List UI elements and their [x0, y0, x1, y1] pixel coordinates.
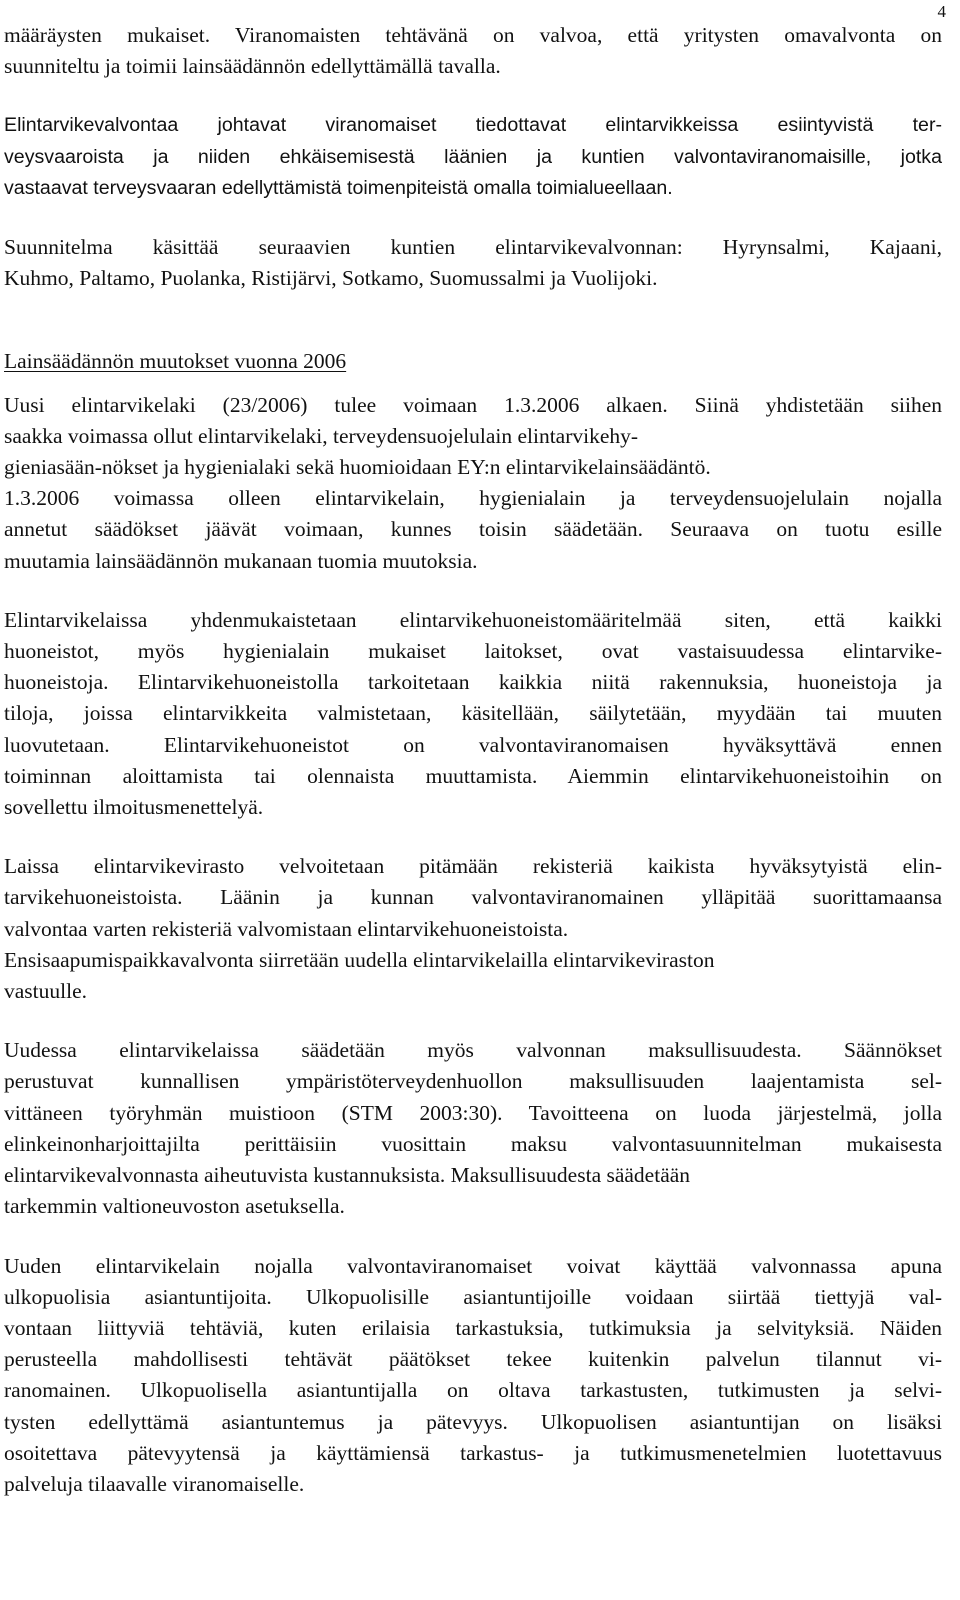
text-line: tarkemmin valtioneuvoston asetuksella. — [4, 1194, 345, 1219]
page-number: 4 — [937, 2, 946, 21]
paragraph-7 — [4, 1035, 942, 1222]
text-line: Uudessa elintarvikelaissa säädetään myös valvonnan maksullisuudesta. Säännökset — [4, 1038, 942, 1063]
text-line: luovutetaan. Elintarvikehuoneistot on valvontaviranomaisen hyväksyttävä ennen — [4, 732, 942, 757]
section-heading — [4, 346, 942, 377]
text-line: määräysten mukaiset. Viranomaisten tehtävänä on valvoa, että yritysten omavalvonta on — [4, 23, 942, 47]
text-line: perustuvat kunnallisen ympäristöterveydenhuollon maksullisuuden laajentamista sel- — [4, 1069, 942, 1094]
text-line: tarvikehuoneistoista. Läänin ja kunnan valvontaviranomainen ylläpitää suorittamaansa — [4, 885, 942, 910]
text-line: vastuulle. — [4, 979, 87, 1004]
document-body — [4, 20, 942, 1528]
text-line: osoitettava pätevyytensä ja käyttämiensä tarkastus- ja tutkimusmenetelmien luotettavuus — [4, 1440, 942, 1465]
paragraph-2 — [4, 110, 942, 204]
text-line: huoneistot, myös hygienialain mukaiset laitokset, ovat vastaisuudessa elintarvike- — [4, 639, 942, 664]
section-heading-text: Lainsäädännön muutokset vuonna 2006 — [4, 349, 347, 374]
text-line: tysten edellyttämä asiantuntemus ja pätevyys. Ulkopuolisen asiantuntijan on lisäksi — [4, 1409, 942, 1434]
text-line: toiminnan aloittamista tai olennaista muuttamista. Aiemmin elintarvikehuoneistoihin on — [4, 763, 942, 788]
text-line: Elintarvikevalvontaa johtavat viranomaiset tiedottavat elintarvikkeissa esiintyvistä ter- — [4, 114, 942, 137]
text-line: suunniteltu ja toimii lainsäädännön edellyttämällä tavalla. — [4, 54, 501, 79]
paragraph-1 — [4, 20, 942, 82]
text-line: saakka voimassa ollut elintarvikelaki, terveydensuojelulain elintarvikehy- — [4, 423, 639, 448]
text-line: ulkopuolisia asiantuntijoita. Ulkopuolisille asiantuntijoille voidaan siirtää tiettyjä val- — [4, 1284, 942, 1309]
text-line: 1.3.2006 voimassa olleen elintarvikelain, hygienialain ja terveydensuojelulain nojalla — [4, 486, 942, 511]
text-line: Elintarvikelaissa yhdenmukaistetaan elintarvikehuoneistomääritelmää siten, että kaikki — [4, 607, 942, 632]
text-line: valvontaa varten rekisteriä valvomistaan elintarvikehuoneistoista. — [4, 916, 569, 941]
text-line: vittäneen työryhmän muistioon (STM 2003:30). Tavoitteena on luoda järjestelmä, jolla — [4, 1100, 942, 1125]
text-line: sovellettu ilmoitusmenettelyä. — [4, 795, 264, 820]
text-line: perusteella mahdollisesti tehtävät päätökset tekee kuitenkin palvelun tilannut vi- — [4, 1347, 942, 1372]
text-line: Ensisaapumispaikkavalvonta siirretään uudella elintarvikelailla elintarvikeviraston — [4, 947, 715, 972]
text-line: muutamia lainsäädännön mukanaan tuomia muutoksia. — [4, 548, 478, 573]
text-line: vontaan liittyviä tehtäviä, kuten erilaisia tarkastuksia, tutkimuksia ja selvityksiä. Näiden — [4, 1315, 942, 1340]
text-line: veysvaaroista ja niiden ehkäisemisestä läänien ja kuntien valvontaviranomaisille, jotka — [4, 145, 942, 168]
text-line: Suunnitelma käsittää seuraavien kuntien elintarvikevalvonnan: Hyrynsalmi, Kajaani, — [4, 235, 942, 260]
text-line: huoneistoja. Elintarvikehuoneistolla tarkoitetaan kaikkia niitä rakennuksia, huoneistoja ja — [4, 670, 942, 695]
text-line: gieniasään-nökset ja hygienialaki sekä huomioidaan EY:n elintarvikelainsäädäntö. — [4, 455, 711, 480]
text-line: Uusi elintarvikelaki (23/2006) tulee voimaan 1.3.2006 alkaen. Siinä yhdistetään siihen — [4, 392, 942, 417]
text-line: annetut säädökset jäävät voimaan, kunnes toisin säädetään. Seuraava on tuotu esille — [4, 517, 942, 542]
text-line: ranomainen. Ulkopuolisella asiantuntijalla on oltava tarkastusten, tutkimusten ja selvi- — [4, 1378, 942, 1403]
text-line: elinkeinonharjoittajilta perittäisiin vuosittain maksu valvontasuunnitelman mukaisesta — [4, 1131, 942, 1156]
paragraph-5 — [4, 605, 942, 823]
text-line: Uuden elintarvikelain nojalla valvontaviranomaiset voivat käyttää valvonnassa apuna — [4, 1253, 942, 1278]
text-line: Kuhmo, Paltamo, Puolanka, Ristijärvi, Sotkamo, Suomussalmi ja Vuolijoki. — [4, 266, 658, 291]
text-line: vastaavat terveysvaaran edellyttämistä toimenpiteistä omalla toimialueellaan. — [4, 176, 673, 199]
text-line: Laissa elintarvikevirasto velvoitetaan pitämään rekisteriä kaikista hyväksytyistä elin- — [4, 854, 942, 879]
text-line: tiloja, joissa elintarvikkeita valmistetaan, käsitellään, säilytetään, myydään tai muuten — [4, 701, 942, 726]
text-line: palveluja tilaavalle viranomaiselle. — [4, 1471, 305, 1496]
paragraph-4 — [4, 390, 942, 577]
text-line: elintarvikevalvonnasta aiheutuvista kustannuksista. Maksullisuudesta säädetään — [4, 1163, 691, 1188]
paragraph-3 — [4, 232, 942, 294]
paragraph-6 — [4, 851, 942, 1007]
paragraph-8 — [4, 1251, 942, 1501]
